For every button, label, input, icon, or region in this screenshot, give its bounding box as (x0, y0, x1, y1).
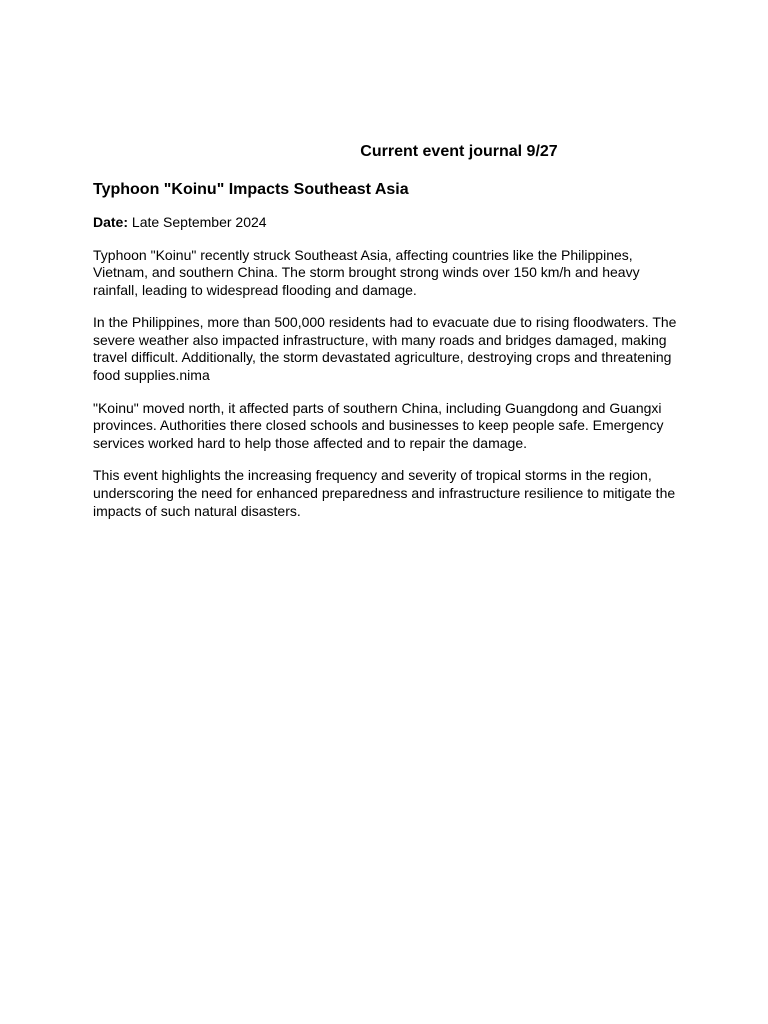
article-heading: Typhoon "Koinu" Impacts Southeast Asia (93, 181, 409, 198)
document-title: Current event journal 9/27 (360, 143, 558, 160)
date-value: Late September 2024 (128, 214, 267, 230)
document-page (93, 142, 685, 535)
paragraph-3: "Koinu" moved north, it affected parts of southern China, including Guangdong and Guangxi provinces. Authorities there closed schools and businesses to keep people safe. Emergency services worked hard to help those affected and to repair the damage. (93, 399, 664, 451)
paragraph-2: In the Philippines, more than 500,000 residents had to evacuate due to rising floodwaters. The severe weather also impacted infrastructure, with many roads and bridges damaged, making travel difficult. Additionally, the storm devastated agriculture, destroying crops and threatening food supplies.nima (93, 314, 677, 384)
date-line (93, 214, 685, 232)
paragraph-4: This event highlights the increasing frequency and severity of tropical storms in the region, underscoring the need for enhanced preparedness and infrastructure resilience to mitigate the impacts of such natural disasters. (93, 467, 676, 519)
paragraph-1: Typhoon "Koinu" recently struck Southeast Asia, affecting countries like the Philippines, Vietnam, and southern China. The storm brought strong winds over 150 km/h and heavy rainfall, leading to widespread flooding and damage. (93, 246, 640, 298)
date-label: Date: (93, 214, 129, 230)
